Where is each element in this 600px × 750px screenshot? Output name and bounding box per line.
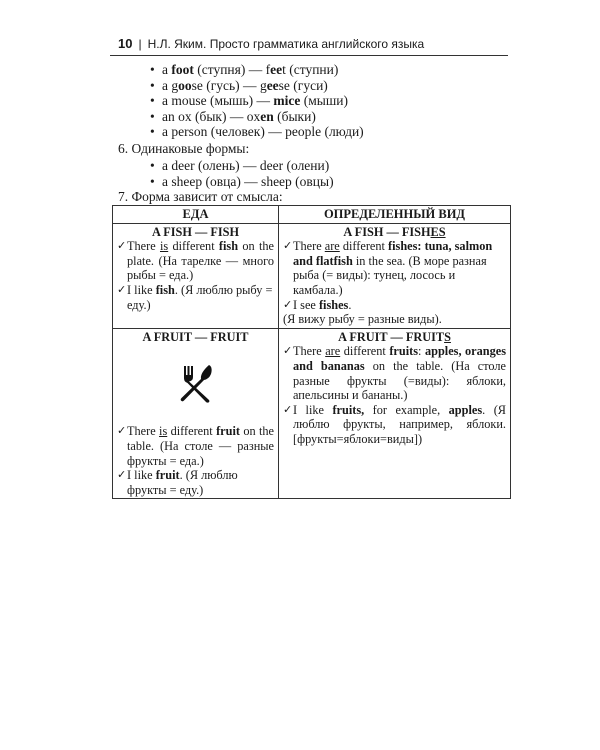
list-item: • a goose (гусь) — geese (гуси) bbox=[150, 78, 364, 94]
header-rule bbox=[110, 55, 508, 56]
fish-kinds-cell bbox=[279, 223, 511, 328]
header-author: Н.Л. Яким. bbox=[147, 37, 207, 51]
col-header-kinds: ОПРЕДЕЛЕННЫЙ ВИД bbox=[279, 206, 511, 224]
fruit-food-cell bbox=[113, 328, 279, 499]
fruit-kinds-example-1: ✓ There are different fruits: apples, oranges and bananas on the table. (На столе разные фрукты (=виды): яблоки, апельсины и бананы.) bbox=[283, 344, 506, 402]
fruit-food-example-1: ✓ There is different fruit on the table. (На столе — разные фрукты = еда.) bbox=[117, 424, 274, 468]
fish-food-cell bbox=[113, 223, 279, 328]
fish-kinds-example-1: ✓ There are different fishes: tuna, salmon and flatfish in the sea. (В море разная рыба (= виды): тунец, лосось и камбала.) bbox=[283, 239, 506, 297]
list-item: • an ox (бык) — oxen (быки) bbox=[150, 109, 364, 125]
section-6-title: 6. Одинаковые формы: bbox=[118, 141, 250, 156]
fork-knife-icon bbox=[175, 362, 217, 404]
col-header-food: ЕДА bbox=[113, 206, 279, 224]
header-separator: | bbox=[138, 37, 142, 51]
fruit-kinds-example-2: ✓ I like fruits, for example, apples. (Я люблю фрукты, например, яблоки. [фрукты=яблоки=виды]) bbox=[283, 403, 506, 447]
fruit-kinds-title: A FRUIT — FRUITS bbox=[338, 329, 451, 344]
list-item: • a mouse (мышь) — mice (мыши) bbox=[150, 93, 364, 109]
list-item: • a deer (олень) — deer (олени) bbox=[150, 158, 334, 174]
fruit-food-title: A FRUIT — FRUIT bbox=[142, 329, 249, 344]
fish-food-title: A FISH — FISH bbox=[151, 224, 240, 239]
meaning-table bbox=[112, 205, 511, 499]
table-row bbox=[113, 328, 511, 499]
header-title: Просто грамматика английского языка bbox=[209, 37, 425, 51]
list-item: • a foot (ступня) — feet (ступни) bbox=[150, 62, 364, 78]
irregular-plural-list bbox=[150, 62, 364, 140]
running-header bbox=[118, 36, 424, 51]
table-row bbox=[113, 223, 511, 328]
page-number: 10 bbox=[118, 36, 133, 51]
fish-kinds-title: A FISH — FISHES bbox=[343, 224, 446, 239]
fruit-kinds-cell bbox=[279, 328, 511, 499]
fish-food-example-2: ✓ I like fish. (Я люблю рыбу = еду.) bbox=[117, 283, 274, 312]
list-item: • a person (человек) — people (люди) bbox=[150, 124, 364, 140]
same-form-list bbox=[150, 158, 334, 189]
fish-kinds-example-2: ✓ I see fishes. bbox=[283, 298, 506, 313]
fruit-food-example-2: ✓ I like fruit. (Я люблю фрукты = еду.) bbox=[117, 468, 274, 497]
section-7-title: 7. Форма зависит от смысла: bbox=[118, 189, 283, 204]
fish-food-example-1: ✓ There is different fish on the plate. (На тарелке — много рыбы = еда.) bbox=[117, 239, 274, 283]
list-item: • a sheep (овца) — sheep (овцы) bbox=[150, 174, 334, 190]
fish-kinds-note: (Я вижу рыбу = разные виды). bbox=[283, 312, 442, 327]
